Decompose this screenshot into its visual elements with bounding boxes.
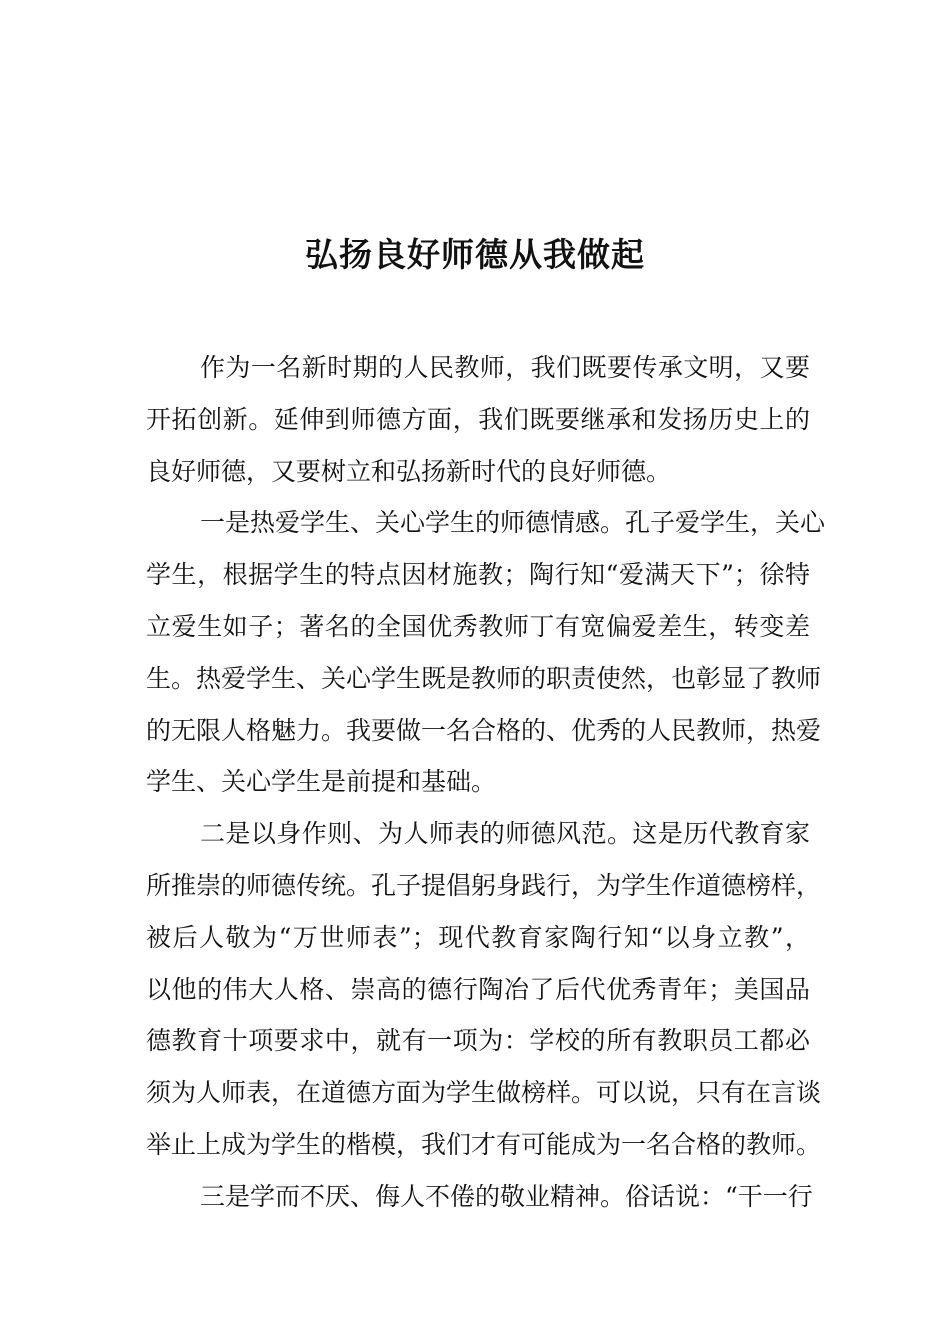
text-line: 作为一名新时期的人民教师，我们既要传承文明，又要	[200, 353, 810, 382]
text-line: 德教育十项要求中，就有一项为：学校的所有教职员工都必	[146, 1026, 810, 1056]
text-line: 立爱生如子；著名的全国优秀教师丁有宽偏爱差生，转变差	[146, 611, 810, 641]
text-line: 被后人敬为“万世师表”；现代教育家陶行知“以身立教”，	[146, 922, 810, 952]
text-line: 举止上成为学生的楷模，我们才有可能成为一名合格的教师。	[146, 1129, 822, 1159]
text-line: 三是学而不厌、侮人不倦的敬业精神。俗话说：“干一行	[200, 1181, 813, 1211]
text-line: 生。热爱学生、关心学生既是教师的职责使然，也彰显了教师	[146, 663, 822, 693]
text-line: 一是热爱学生、关心学生的师德情感。孔子爱学生，关心	[200, 508, 826, 538]
text-line: 所推崇的师德传统。孔子提倡躬身践行，为学生作道德榜样，	[146, 870, 822, 900]
document-body	[146, 342, 826, 1223]
text-line: 开拓创新。延伸到师德方面，我们既要继承和发扬历史上的	[146, 404, 810, 434]
document-title: 弘扬良好师德从我做起	[305, 235, 645, 274]
text-line: 以他的伟大人格、崇高的德行陶冶了后代优秀青年；美国品	[146, 974, 810, 1004]
text-line: 的无限人格魅力。我要做一名合格的、优秀的人民教师，热爱	[146, 715, 822, 745]
text-line: 良好师德，又要树立和弘扬新时代的良好师德。	[146, 456, 672, 486]
text-line: 二是以身作则、为人师表的师德风范。这是历代教育家	[200, 819, 810, 849]
text-line: 学生、关心学生是前提和基础。	[146, 767, 497, 797]
text-line: 学生，根据学生的特点因材施教；陶行知“爱满天下”；徐特	[146, 560, 810, 590]
text-line: 须为人师表，在道德方面为学生做榜样。可以说，只有在言谈	[146, 1078, 822, 1108]
